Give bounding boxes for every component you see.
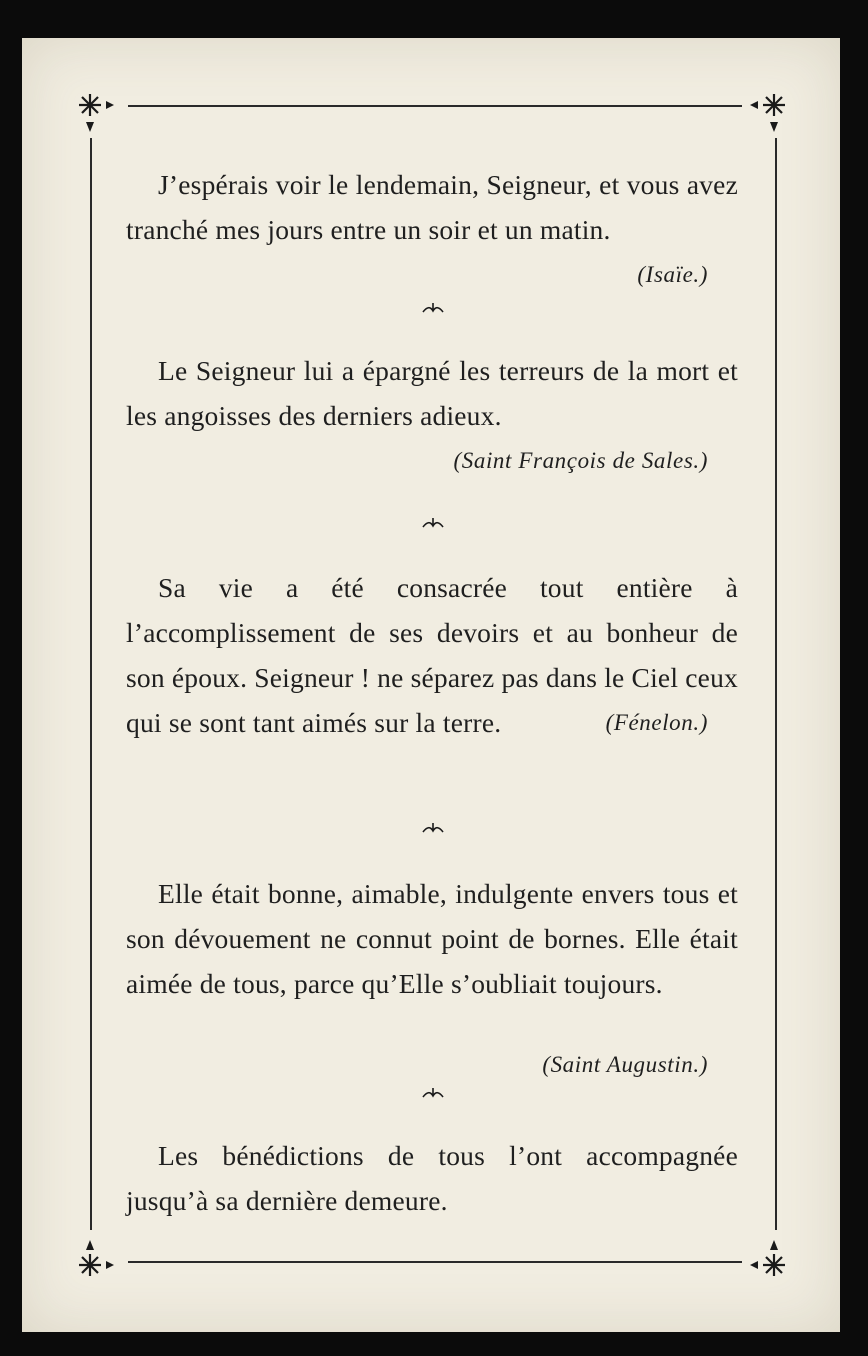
frame-right-line — [775, 138, 777, 1230]
divider-ornament-icon — [421, 515, 445, 529]
divider-ornament-icon — [421, 820, 445, 834]
quote-text: J’espérais voir le lendemain, Seigneur, et vous avez tranché mes jours entre un soir et un matin. — [126, 169, 738, 245]
quote-author: (Saint Augustin.) — [542, 1052, 708, 1077]
frame-top-line — [128, 105, 742, 107]
quote-text: Elle était bonne, aimable, indulgente envers tous et son dévouement ne connut point de bornes. Elle était aimée de tous, parce qu’Elle s’oubliait toujours. — [126, 878, 738, 999]
star-ornament-icon — [70, 88, 126, 136]
star-ornament-icon — [70, 1238, 126, 1286]
star-ornament-icon — [740, 88, 796, 136]
divider-ornament-icon — [421, 1085, 445, 1099]
quote-text: Les bénédictions de tous l’ont accompagnée jusqu’à sa dernière demeure. — [126, 1140, 738, 1216]
quote-text: Le Seigneur lui a épargné les terreurs de la mort et les angoisses des derniers adieux. — [126, 355, 738, 431]
quote-author: (Saint François de Sales.) — [453, 448, 708, 473]
quote-saint-augustin — [126, 871, 738, 1006]
frame-left-line — [90, 138, 92, 1230]
divider-ornament-icon — [421, 300, 445, 314]
quote-saint-francois — [126, 348, 738, 483]
frame-bottom-line — [128, 1261, 742, 1263]
quote-fenelon — [126, 565, 738, 745]
quote-author: (Fénelon.) — [605, 710, 708, 735]
quote-text: Sa vie a été consacrée tout entière à l’accomplissement de ses devoirs et au bonheur de son époux. Seigneur ! ne séparez pas dans le Ciel ceux qui se sont tant aimés sur la terre. — [126, 572, 738, 738]
quote-benedictions — [126, 1133, 738, 1223]
quote-isaie — [126, 162, 738, 297]
star-ornament-icon — [740, 1238, 796, 1286]
quote-author: (Isaïe.) — [637, 262, 708, 287]
